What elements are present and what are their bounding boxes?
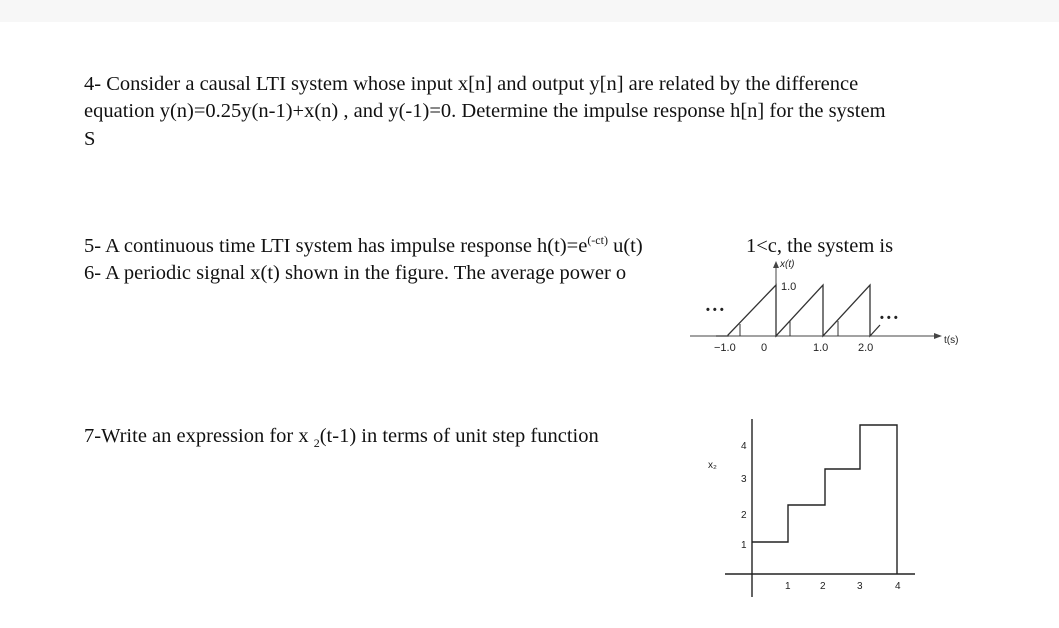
signal-label: x₂ <box>708 460 717 471</box>
question-7-subscript: 2 <box>313 436 320 450</box>
left-ellipsis: • • • <box>706 304 724 316</box>
question-4-line-3: S <box>84 128 96 150</box>
amplitude-axis-label: x(t) <box>780 259 795 270</box>
y-tick-label-3: 3 <box>741 474 747 485</box>
time-tick-label-0: 0 <box>761 342 768 354</box>
time-tick-label-minus-1: −1.0 <box>714 342 736 354</box>
y-tick-label-2: 2 <box>741 510 747 521</box>
question-5-prefix: 5- A continuous time LTI system has impulse response h(t)=e <box>84 235 588 257</box>
sawtooth-waveform <box>716 285 880 336</box>
question-5-exponent: (-ct) <box>587 233 608 247</box>
staircase-waveform <box>752 425 897 574</box>
amplitude-axis-arrow <box>773 261 779 268</box>
x-tick-label-4: 4 <box>895 581 901 592</box>
time-axis-label: t(s) <box>944 335 959 346</box>
question-5-suffix: u(t) <box>607 235 643 257</box>
y-tick-label-4: 4 <box>741 441 747 452</box>
question-5 <box>84 233 643 262</box>
question-7-prefix: 7-Write an expression for x <box>84 425 314 447</box>
top-bar <box>0 0 1059 22</box>
x-tick-label-1: 1 <box>785 581 791 592</box>
time-tick-label-2: 2.0 <box>858 342 874 354</box>
question-4-line-1: 4- Consider a causal LTI system whose input x[n] and output y[n] are related by the difference <box>84 73 859 95</box>
question-4-line-2: equation y(n)=0.25y(n-1)+x(n) , and y(-1)=0. Determine the impulse response h[n] for the system <box>84 100 886 122</box>
x-tick-label-2: 2 <box>820 581 826 592</box>
time-axis-arrow <box>934 333 942 339</box>
time-tick-label-1: 1.0 <box>813 342 829 354</box>
y-tick-label-1: 1 <box>741 540 747 551</box>
question-6: 6- A periodic signal x(t) shown in the figure. The average power o <box>84 262 627 284</box>
amplitude-tick-label: 1.0 <box>781 281 797 293</box>
staircase-signal-figure <box>700 405 920 605</box>
x-tick-label-3: 3 <box>857 581 863 592</box>
periodic-signal-figure <box>680 255 970 365</box>
right-ellipsis: • • • <box>880 312 898 324</box>
question-7-suffix: (t-1) in terms of unit step function <box>319 425 599 447</box>
question-5-continuation: 1<c, the system is <box>746 235 894 257</box>
question-7 <box>84 423 599 452</box>
